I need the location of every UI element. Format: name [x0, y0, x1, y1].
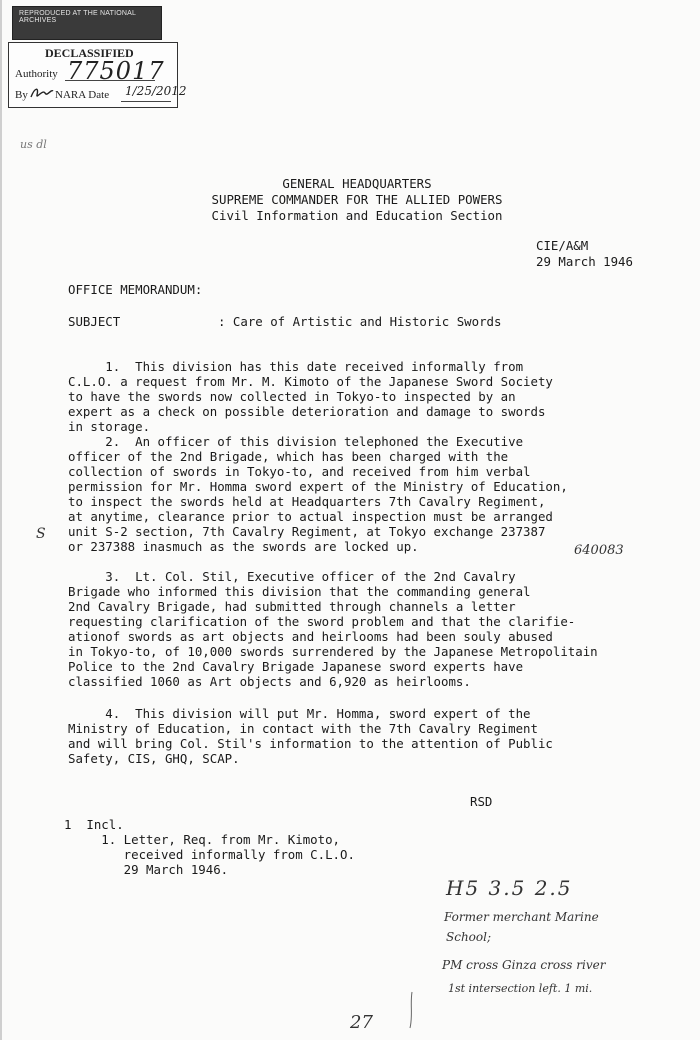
header-line-1: GENERAL HEADQUARTERS	[282, 176, 432, 191]
enclosure-count: 1 Incl.	[64, 817, 124, 832]
p2-line: or 237388 inasmuch as the swords are locked up.	[68, 539, 419, 554]
p2-line: collection of swords in Tokyo-to, and received from him verbal	[68, 464, 531, 479]
handwritten-code: H5 3.5 2.5	[446, 876, 573, 900]
handwritten-note-line: Former merchant Marine	[444, 910, 599, 924]
stray-mark-icon	[406, 990, 416, 1030]
p1-line: to have the swords now collected in Tokyo-to inspected by an	[68, 389, 516, 404]
page-number: 27	[350, 1012, 373, 1033]
p2-line: officer of the 2nd Brigade, which has been charged with the	[68, 449, 509, 464]
subject-label: SUBJECT	[68, 314, 121, 329]
p2-line: at anytime, clearance prior to actual inspection must be arranged	[68, 509, 553, 524]
p2-line: permission for Mr. Homma sword expert of the Ministry of Education,	[68, 479, 568, 494]
date-value: 1/25/2012	[125, 84, 187, 98]
p1-line: C.L.O. a request from Mr. M. Kimoto of the Japanese Sword Society	[68, 374, 553, 389]
p3-line: ationof swords as art objects and heirlooms had been souly abused	[68, 629, 553, 644]
p4-line: and will bring Col. Stil's information to the attention of Public	[68, 736, 553, 751]
reference-date: 29 March 1946	[536, 254, 633, 269]
p3-line: Police to the 2nd Cavalry Brigade Japanese sword experts have	[68, 659, 524, 674]
header-line-2: SUPREME COMMANDER FOR THE ALLIED POWERS	[211, 192, 503, 207]
enclosure-line: 1. Letter, Req. from Mr. Kimoto,	[64, 832, 341, 847]
reference-code: CIE/A&M	[536, 238, 589, 253]
authority-underline	[65, 80, 155, 81]
p3-line: classified 1060 as Art objects and 6,920 as heirlooms.	[68, 674, 471, 689]
subject-value: : Care of Artistic and Historic Swords	[218, 314, 502, 329]
handwritten-note-line: PM cross Ginza cross river	[442, 958, 606, 972]
p3-line: 2nd Cavalry Brigade, had submitted through channels a letter	[68, 599, 516, 614]
p1-line: in storage.	[68, 419, 151, 434]
handwritten-note-line: School;	[446, 930, 491, 944]
enclosure-line: received informally from C.L.O.	[64, 847, 355, 862]
p2-line: unit S-2 section, 7th Cavalry Regiment, at Tokyo exchange 237387	[68, 524, 546, 539]
margin-mark: S	[36, 526, 46, 542]
by-label: By	[15, 89, 28, 101]
declassified-stamp	[8, 42, 187, 108]
p4-line: Safety, CIS, GHQ, SCAP.	[68, 751, 240, 766]
p2-line: to inspect the swords held at Headquarters 7th Cavalry Regiment,	[68, 494, 546, 509]
authority-value: 775017	[67, 57, 165, 85]
handwritten-note-line: 1st intersection left. 1 mi.	[448, 982, 593, 995]
p1-line: 1. This division has this date received informally from	[68, 359, 524, 374]
archives-stamp	[12, 6, 162, 40]
p3-line: Brigade who informed this division that the commanding general	[68, 584, 531, 599]
p1-line: expert as a check on possible deterioration and damage to swords	[68, 404, 546, 419]
margin-note: us dl	[20, 138, 47, 151]
enclosure-line: 29 March 1946.	[64, 862, 229, 877]
nara-date-label: NARA Date	[55, 89, 110, 101]
memo-label: OFFICE MEMORANDUM:	[68, 282, 203, 297]
p3-line: 3. Lt. Col. Stil, Executive officer of the 2nd Cavalry	[68, 569, 516, 584]
p4-line: Ministry of Education, in contact with the 7th Cavalry Regiment	[68, 721, 538, 736]
header-line-3: Civil Information and Education Section	[211, 208, 503, 223]
date-underline	[121, 101, 171, 102]
handwritten-exchange: 640083	[574, 543, 624, 558]
signature-initials: RSD	[470, 794, 493, 809]
p3-line: requesting clarification of the sword problem and that the clarifie-	[68, 614, 576, 629]
p3-line: in Tokyo-to, of 10,000 swords surrendered by the Japanese Metropolitain	[68, 644, 598, 659]
p4-line: 4. This division will put Mr. Homma, sword expert of the	[68, 706, 531, 721]
p2-line: 2. An officer of this division telephoned the Executive	[68, 434, 524, 449]
by-signature-icon	[29, 85, 55, 101]
archives-stamp-text: REPRODUCED AT THE NATIONAL ARCHIVES	[19, 10, 136, 24]
authority-label: Authority	[15, 68, 58, 80]
declassified-title: DECLASSIFIED	[45, 46, 134, 60]
